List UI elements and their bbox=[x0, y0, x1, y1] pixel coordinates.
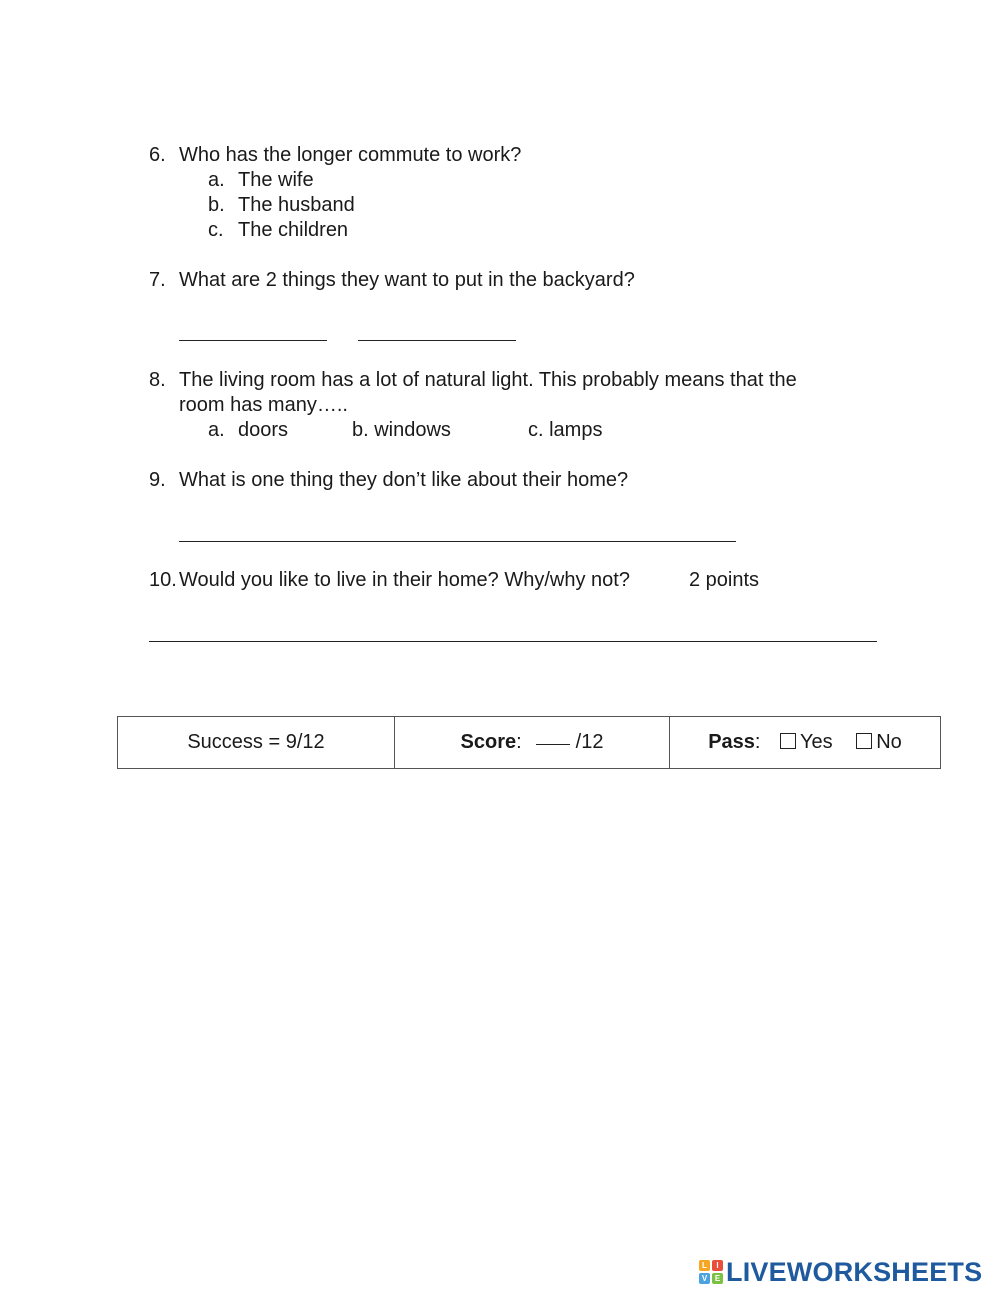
q8-option-b[interactable]: b. windows bbox=[352, 419, 451, 441]
success-cell bbox=[118, 717, 395, 769]
logo-mark-l: L bbox=[699, 1260, 710, 1271]
logo-mark-v: V bbox=[699, 1273, 710, 1284]
score-label: Score bbox=[460, 731, 517, 753]
q10-answer-blank[interactable] bbox=[149, 641, 877, 642]
q7-answer-blank-1[interactable] bbox=[179, 340, 327, 341]
q6-text: Who has the longer commute to work? bbox=[179, 144, 522, 166]
q8-option-c[interactable]: c. lamps bbox=[528, 419, 603, 441]
q9-number: 9. bbox=[149, 469, 166, 491]
score-total: /12 bbox=[575, 731, 604, 753]
q10-points: 2 points bbox=[689, 569, 760, 591]
liveworksheets-logo bbox=[699, 1258, 982, 1286]
q10-text: Would you like to live in their home? Why/why not? bbox=[179, 569, 630, 591]
logo-text: LIVEWORKSHEETS bbox=[726, 1256, 983, 1287]
q7-text: What are 2 things they want to put in the backyard? bbox=[179, 269, 635, 291]
q6-option-b-letter: b. bbox=[208, 194, 225, 216]
logo-mark-icon bbox=[699, 1260, 723, 1284]
score-cell: Score: /12 bbox=[395, 717, 670, 769]
q6-option-c[interactable]: The children bbox=[238, 219, 349, 241]
no-label: No bbox=[876, 731, 902, 753]
score-table bbox=[117, 716, 941, 769]
score-blank[interactable] bbox=[536, 744, 570, 745]
q8-number: 8. bbox=[149, 369, 166, 391]
q8-option-a[interactable]: doors bbox=[238, 419, 289, 441]
pass-cell: Pass: Yes No bbox=[670, 717, 941, 769]
q8-text-line-1: The living room has a lot of natural light. This probably means that the bbox=[179, 369, 797, 391]
yes-checkbox[interactable] bbox=[780, 733, 796, 749]
logo-mark-e: E bbox=[712, 1273, 723, 1284]
q6-option-a[interactable]: The wife bbox=[238, 169, 314, 191]
q7-answer-blank-2[interactable] bbox=[358, 340, 516, 341]
q6-option-a-letter: a. bbox=[208, 169, 225, 191]
logo-mark-i: I bbox=[712, 1260, 723, 1271]
q8-option-a-letter: a. bbox=[208, 419, 225, 441]
pass-label: Pass bbox=[708, 731, 755, 753]
q8-text-line-2: room has many….. bbox=[179, 394, 348, 416]
yes-label: Yes bbox=[800, 731, 833, 753]
q10-number: 10. bbox=[149, 569, 177, 591]
success-text: Success = 9/12 bbox=[187, 731, 325, 753]
q6-number: 6. bbox=[149, 144, 166, 166]
q6-option-b[interactable]: The husband bbox=[238, 194, 355, 216]
q7-number: 7. bbox=[149, 269, 166, 291]
q6-option-c-letter: c. bbox=[208, 219, 224, 241]
q9-text: What is one thing they don’t like about their home? bbox=[179, 469, 629, 491]
no-checkbox[interactable] bbox=[856, 733, 872, 749]
q9-answer-blank[interactable] bbox=[179, 541, 736, 542]
